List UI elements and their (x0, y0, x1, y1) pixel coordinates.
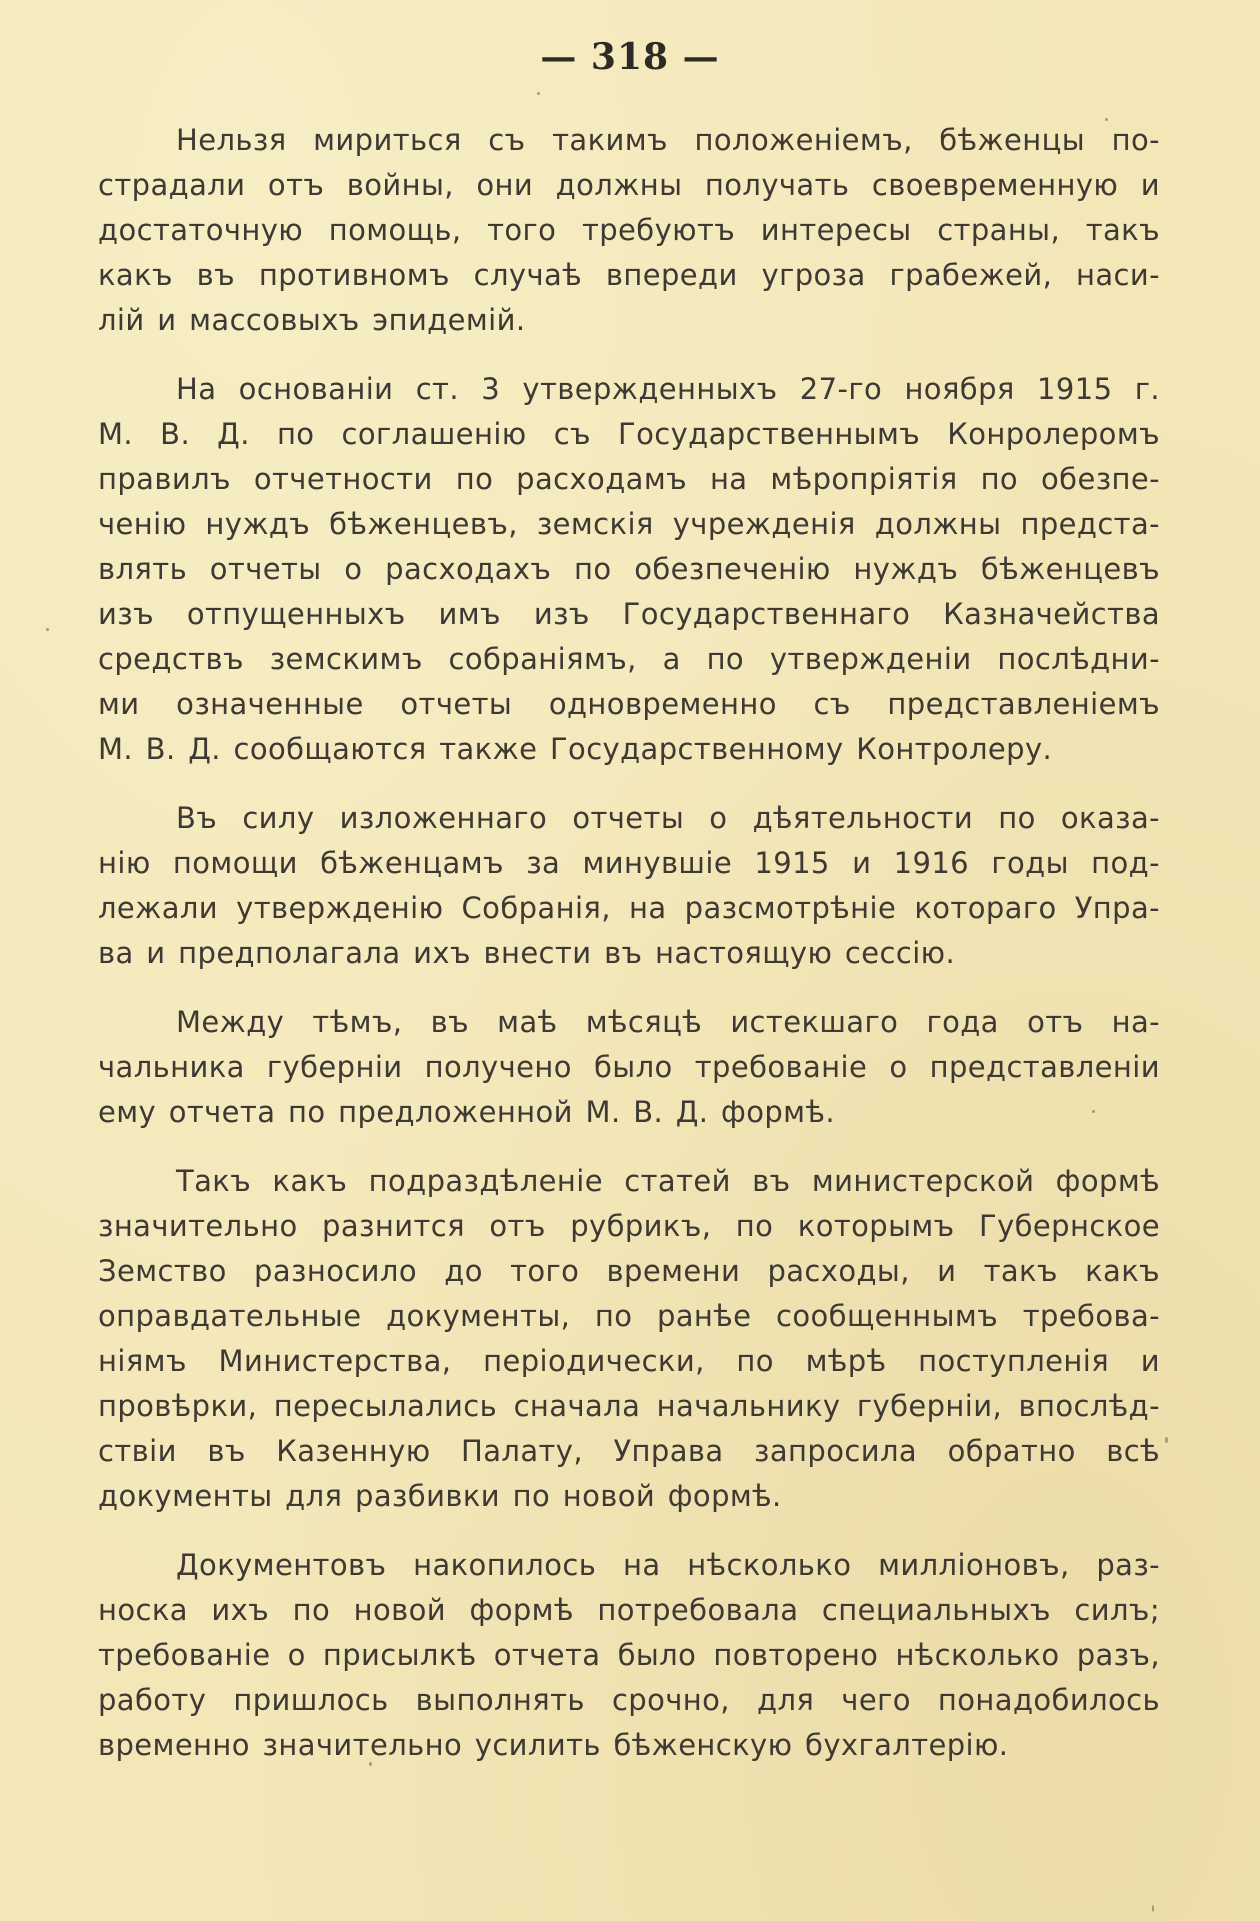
text-line: провѣрки, пересылались сначала начальнику губернiи, впослѣд- (98, 1389, 1160, 1423)
paragraph (98, 118, 1160, 343)
text-line: изъ отпущенныхъ имъ изъ Государственнаго Казначейства (98, 597, 1160, 631)
text-line: Нельзя мириться съ такимъ положенiемъ, бѣженцы по- (176, 123, 1160, 157)
text-line: страдали отъ войны, они должны получать своевременную и (98, 168, 1160, 202)
text-line: ствiи въ Казенную Палату, Управа запросила обратно всѣ (98, 1434, 1160, 1468)
text-line: носка ихъ по новой формѣ потребовала специальныхъ силъ; (98, 1593, 1160, 1627)
text-line: Документовъ накопилось на нѣсколько миллiоновъ, раз- (176, 1548, 1160, 1582)
text-line: работу пришлось выполнять срочно, для чего понадобилось (98, 1683, 1160, 1717)
text-line: Въ силу изложеннаго отчеты о дѣятельности по оказа- (176, 801, 1160, 835)
text-line: чальника губернiи получено было требованiе о представленiи (98, 1050, 1160, 1084)
text-line: ему отчета по предложенной М. В. Д. формѣ. (98, 1095, 835, 1129)
text-line: На основанiи ст. 3 утвержденныхъ 27-го ноября 1915 г. (176, 372, 1160, 406)
paper-speck (369, 1762, 372, 1766)
text-line: лежали утвержденiю Собранiя, на разсмотрѣнiе котораго Упра- (98, 891, 1160, 925)
paragraph (98, 1543, 1160, 1768)
text-line: ми означенные отчеты одновременно съ представленiемъ (98, 687, 1160, 721)
text-line: требованiе о присылкѣ отчета было повторено нѣсколько разъ, (98, 1638, 1160, 1672)
text-line: достаточную помощь, того требуютъ интересы страны, такъ (98, 213, 1160, 247)
text-line: Земство разносило до того времени расходы, и такъ какъ (98, 1254, 1160, 1288)
text-line: Между тѣмъ, въ маѣ мѣсяцѣ истекшаго года отъ на- (176, 1005, 1160, 1039)
paragraph (98, 367, 1160, 772)
paper-speck (537, 92, 540, 95)
paper-speck (1092, 1110, 1095, 1113)
text-line: нiю помощи бѣженцамъ за минувшiе 1915 и 1916 годы под- (98, 846, 1160, 880)
text-line: средствъ земскимъ собранiямъ, а по утвержденiи послѣдни- (98, 642, 1160, 676)
text-line: лiй и массовыхъ эпидемiй. (98, 303, 526, 337)
text-line: Такъ какъ подраздѣленiе статей въ министерской формѣ (176, 1164, 1160, 1198)
text-line: нiямъ Министерства, перiодически, по мѣрѣ поступленiя и (98, 1344, 1160, 1378)
paragraph (98, 1159, 1160, 1519)
paper-speck (1152, 1905, 1154, 1912)
text-line: М. В. Д. сообщаются также Государственному Контролеру. (98, 732, 1053, 766)
paper-speck (1105, 118, 1108, 121)
text-line: значительно разнится отъ рубрикъ, по которымъ Губернское (98, 1209, 1160, 1243)
paragraph (98, 796, 1160, 976)
text-line: временно значительно усилить бѣженскую бухгалтерiю. (98, 1728, 1009, 1762)
paper-speck (1165, 1437, 1168, 1443)
paper-speck (46, 628, 49, 631)
body-text (98, 118, 1160, 1792)
text-line: ва и предполагала ихъ внести въ настоящую сессiю. (98, 936, 956, 970)
text-line: оправдательные документы, по ранѣе сообщеннымъ требова- (98, 1299, 1160, 1333)
paragraph (98, 1000, 1160, 1135)
text-line: правилъ отчетности по расходамъ на мѣропрiятiя по обезпе- (98, 462, 1160, 496)
text-line: документы для разбивки по новой формѣ. (98, 1479, 782, 1513)
text-line: ченiю нуждъ бѣженцевъ, земскiя учрежденiя должны предста- (98, 507, 1160, 541)
text-line: какъ въ противномъ случаѣ впереди угроза грабежей, наси- (98, 258, 1160, 292)
text-line: влять отчеты о расходахъ по обезпеченiю нуждъ бѣженцевъ (98, 552, 1160, 586)
page-number: — 318 — (540, 36, 720, 78)
text-line: М. В. Д. по соглашенiю съ Государственнымъ Конролеромъ (98, 417, 1160, 451)
